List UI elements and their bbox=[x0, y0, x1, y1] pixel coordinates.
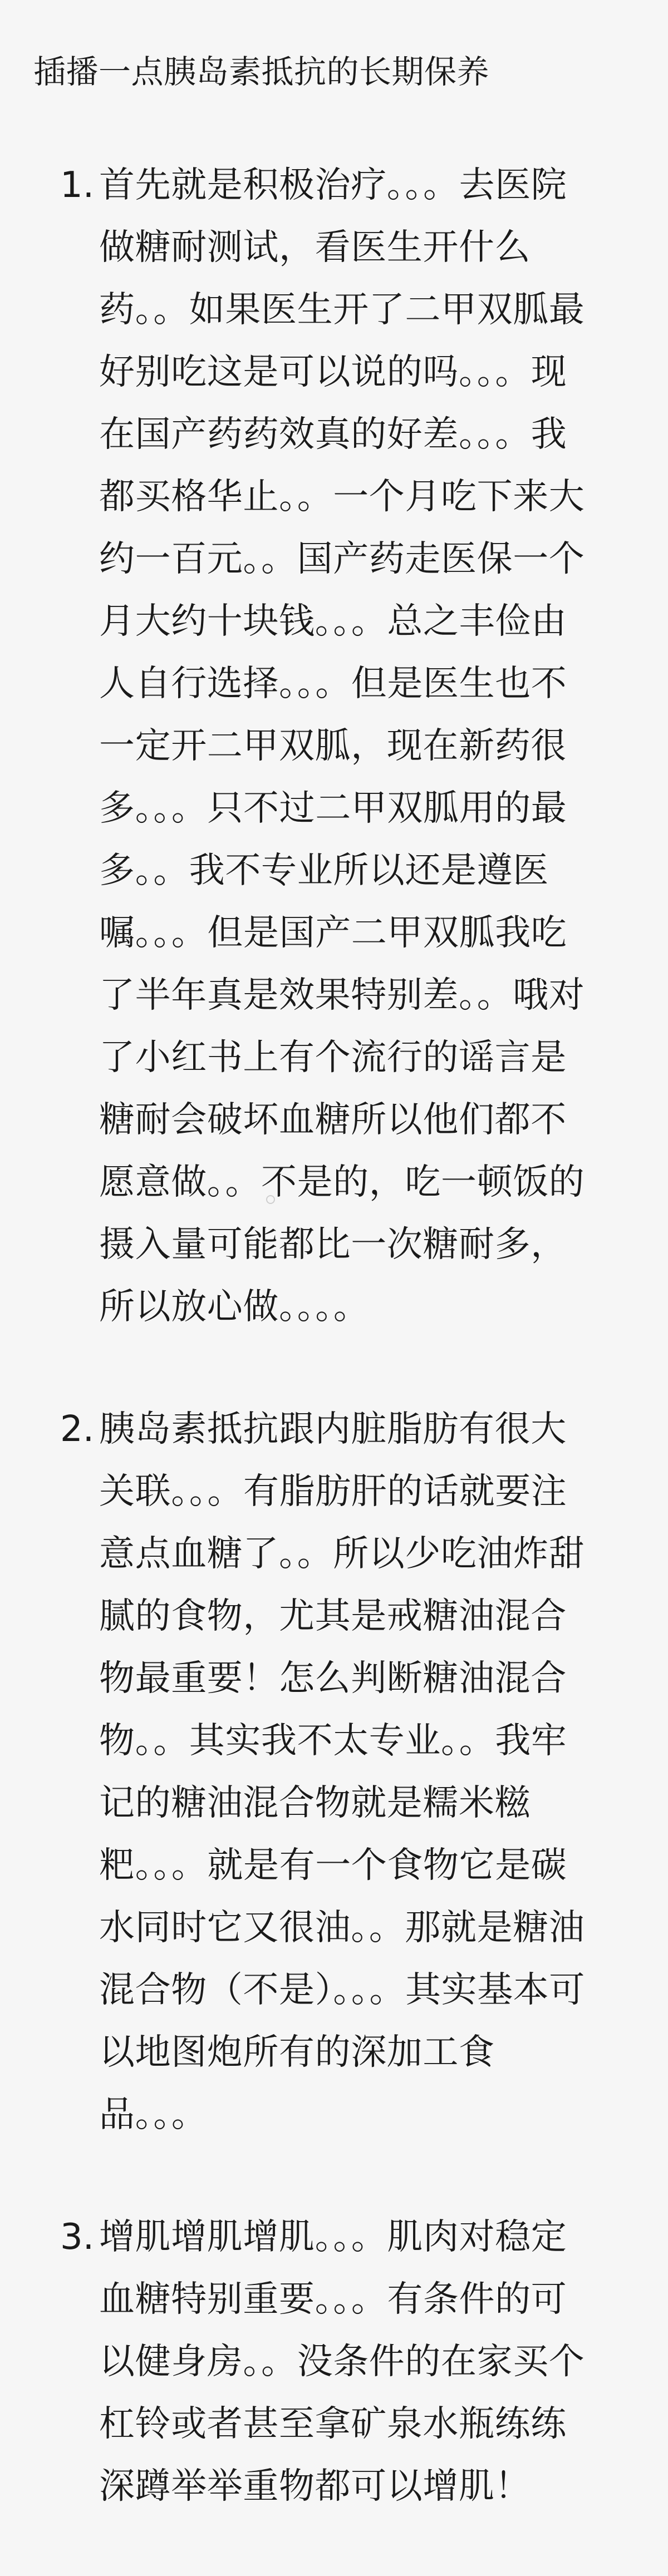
tips-list bbox=[33, 154, 635, 2518]
watermark bbox=[266, 1195, 275, 1204]
list-item-number: 1. bbox=[60, 164, 95, 206]
list-item-text: 增肌增肌增肌。。。肌肉对稳定血糖特别重要。。。有条件的可以健身房。。没条件的在家买个杠铃或者甚至拿矿泉水瓶练练深蹲举举重物都可以增肌！ bbox=[99, 2216, 585, 2507]
watermark-icon bbox=[266, 1195, 275, 1204]
list-item bbox=[33, 2206, 635, 2518]
list-item-text: 首先就是积极治疗。。。去医院做糖耐测试，看医生开什么药。。如果医生开了二甲双胍最好别吃这是可以说的吗。。。现在国产药药效真的好差。。。我都买格华止。。一个月吃下来大约一百元。。国产药走医保一个月大约十块钱。。。总之丰俭由人自行选择。。。但是医生也不一定开二甲双胍，现在新药很多。。。只不过二甲双胍用的最多。。我不专业所以还是遵医嘱。。。但是国产二甲双胍我吃了半年真是效果特别差。。哦对了小红书上有个流行的谣言是糖耐会破坏血糖所以他们都不愿意做。。不是的，吃一顿饭的摄入量可能都比一次糖耐多，所以放心做。。。。 bbox=[99, 164, 585, 1328]
list-item-text: 胰岛素抵抗跟内脏脂肪有很大关联。。。有脂肪肝的话就要注意点血糖了。。所以少吃油炸甜腻的食物，尤其是戒糖油混合物最重要！怎么判断糖油混合物。。其实我不太专业。。我牢记的糖油混合物就是糯米糍粑。。。就是有一个食物它是碳水同时它又很油。。那就是糖油混合物（不是）。。。其实基本可以地图炮所有的深加工食品。。。 bbox=[99, 1408, 585, 2135]
list-item-number: 3. bbox=[60, 2216, 95, 2258]
list-item bbox=[33, 1398, 635, 2146]
list-item-number: 2. bbox=[60, 1408, 95, 1450]
list-item bbox=[33, 154, 635, 1338]
post-title: 插播一点胰岛素抵抗的长期保养 bbox=[33, 53, 490, 91]
